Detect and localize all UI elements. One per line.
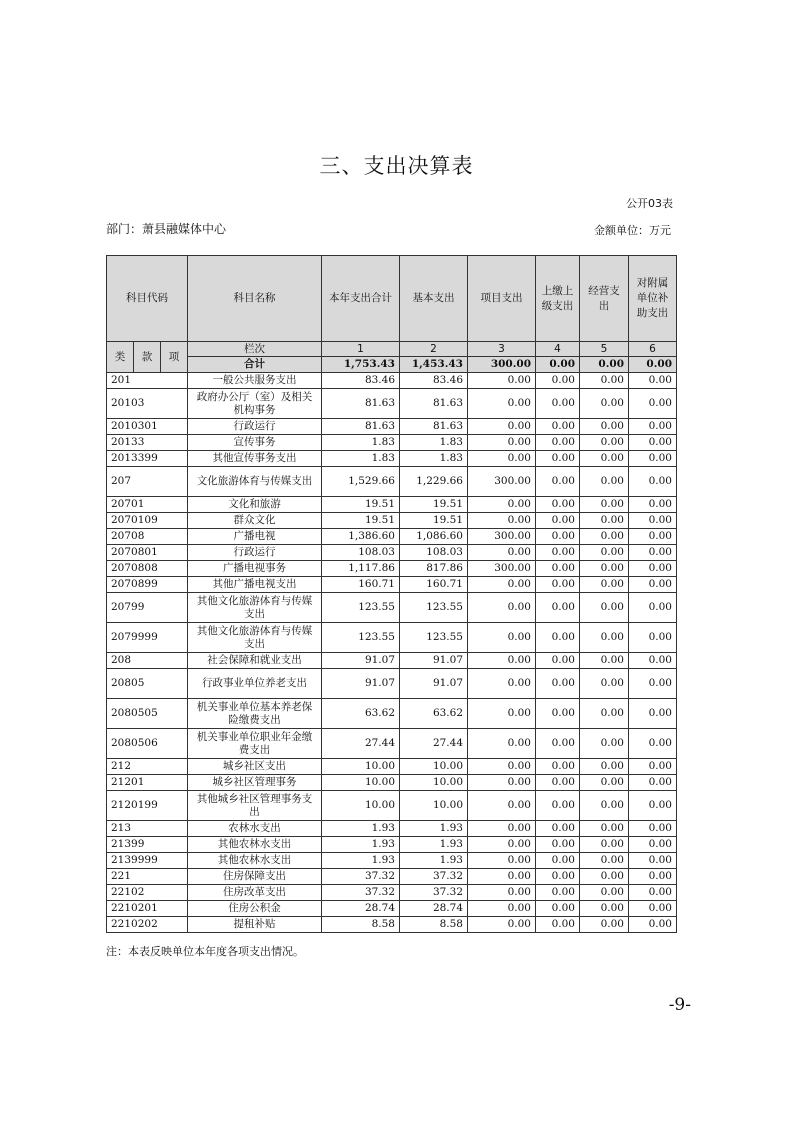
row-value: 0.00: [629, 885, 677, 901]
row-value: 0.00: [580, 917, 629, 933]
total-label: 合计: [188, 357, 322, 373]
row-value: 0.00: [536, 545, 580, 561]
column-number: 2: [400, 342, 468, 357]
table-row: [107, 529, 677, 545]
row-value: 8.58: [400, 917, 468, 933]
table-row: [107, 669, 677, 699]
row-value: 10.00: [400, 775, 468, 791]
total-value: 0.00: [629, 357, 677, 373]
table-row: [107, 917, 677, 933]
row-name: 其他农林水支出: [188, 837, 322, 853]
row-code: 2010301: [107, 419, 188, 435]
table-row: [107, 593, 677, 623]
row-value: 0.00: [629, 775, 677, 791]
row-name: 广播电视: [188, 529, 322, 545]
row-value: 0.00: [629, 467, 677, 497]
row-code: 2070808: [107, 561, 188, 577]
row-value: 160.71: [322, 577, 400, 593]
row-value: 1,386.60: [322, 529, 400, 545]
row-value: 0.00: [629, 821, 677, 837]
row-value: 1,086.60: [400, 529, 468, 545]
row-value: 0.00: [629, 901, 677, 917]
table-row: [107, 561, 677, 577]
row-value: 0.00: [580, 467, 629, 497]
row-code: 208: [107, 653, 188, 669]
header-total-expenditure: 本年支出合计: [322, 256, 400, 342]
row-value: 81.63: [400, 389, 468, 419]
row-value: 0.00: [580, 593, 629, 623]
row-value: 0.00: [468, 837, 536, 853]
row-value: 0.00: [629, 529, 677, 545]
row-value: 0.00: [468, 653, 536, 669]
row-value: 0.00: [580, 821, 629, 837]
row-value: 0.00: [580, 623, 629, 653]
row-value: 10.00: [400, 791, 468, 821]
row-value: 83.46: [322, 373, 400, 389]
row-value: 91.07: [322, 669, 400, 699]
header-subsidy-expenditure: 对附属单位补助支出: [629, 256, 677, 342]
table-row: [107, 467, 677, 497]
row-value: 0.00: [580, 529, 629, 545]
row-value: 0.00: [468, 869, 536, 885]
row-name: 其他广播电视支出: [188, 577, 322, 593]
row-name: 提租补贴: [188, 917, 322, 933]
row-value: 0.00: [536, 623, 580, 653]
row-value: 1.93: [400, 837, 468, 853]
total-value: 1,753.43: [322, 357, 400, 373]
row-code: 207: [107, 467, 188, 497]
row-value: 0.00: [580, 451, 629, 467]
row-value: 0.00: [536, 529, 580, 545]
row-value: 91.07: [400, 653, 468, 669]
row-value: 1.83: [322, 435, 400, 451]
row-value: 0.00: [536, 373, 580, 389]
row-value: 0.00: [629, 593, 677, 623]
row-value: 0.00: [580, 435, 629, 451]
row-name: 一般公共服务支出: [188, 373, 322, 389]
table-row: [107, 791, 677, 821]
column-number: 1: [322, 342, 400, 357]
row-code: 2210201: [107, 901, 188, 917]
table-row: [107, 545, 677, 561]
row-name: 城乡社区管理事务: [188, 775, 322, 791]
table-row: [107, 451, 677, 467]
row-code: 2070109: [107, 513, 188, 529]
row-value: 1.93: [400, 821, 468, 837]
row-value: 0.00: [536, 513, 580, 529]
row-value: 0.00: [629, 837, 677, 853]
row-value: 10.00: [400, 759, 468, 775]
row-value: 63.62: [322, 699, 400, 729]
row-value: 19.51: [400, 513, 468, 529]
row-value: 0.00: [580, 791, 629, 821]
table-row: [107, 775, 677, 791]
row-value: 0.00: [468, 451, 536, 467]
row-value: 0.00: [536, 497, 580, 513]
department-label: 部门：萧县融媒体中心: [106, 222, 227, 236]
row-value: 123.55: [322, 593, 400, 623]
row-value: 0.00: [536, 837, 580, 853]
row-value: 0.00: [629, 791, 677, 821]
row-value: 0.00: [468, 729, 536, 759]
row-value: 81.63: [322, 389, 400, 419]
header-lei: 类: [107, 342, 134, 373]
row-code: 201: [107, 373, 188, 389]
row-value: 0.00: [468, 435, 536, 451]
table-row: [107, 729, 677, 759]
row-value: 123.55: [400, 593, 468, 623]
row-code: 2139999: [107, 853, 188, 869]
row-value: 0.00: [536, 577, 580, 593]
row-value: 0.00: [468, 593, 536, 623]
row-name: 农林水支出: [188, 821, 322, 837]
table-row: [107, 435, 677, 451]
row-code: 2070801: [107, 545, 188, 561]
table-row: [107, 869, 677, 885]
row-value: 108.03: [322, 545, 400, 561]
row-name: 文化旅游体育与传媒支出: [188, 467, 322, 497]
row-value: 0.00: [629, 451, 677, 467]
row-name: 其他宣传事务支出: [188, 451, 322, 467]
row-value: 0.00: [629, 561, 677, 577]
total-value: 0.00: [580, 357, 629, 373]
column-number: 5: [580, 342, 629, 357]
row-value: 91.07: [322, 653, 400, 669]
row-value: 0.00: [468, 497, 536, 513]
row-value: 0.00: [580, 669, 629, 699]
row-value: 0.00: [580, 699, 629, 729]
row-value: 0.00: [536, 435, 580, 451]
row-value: 81.63: [400, 419, 468, 435]
row-value: 1,117.86: [322, 561, 400, 577]
row-value: 0.00: [629, 729, 677, 759]
row-name: 其他文化旅游体育与传媒支出: [188, 623, 322, 653]
total-row: [107, 357, 677, 373]
row-value: 0.00: [580, 885, 629, 901]
row-name: 住房公积金: [188, 901, 322, 917]
amount-unit-label: 金额单位：万元: [594, 224, 671, 237]
header-remit-expenditure: 上缴上级支出: [536, 256, 580, 342]
row-value: 817.86: [400, 561, 468, 577]
row-value: 0.00: [629, 389, 677, 419]
row-code: 22102: [107, 885, 188, 901]
column-number: 3: [468, 342, 536, 357]
row-value: 0.00: [468, 577, 536, 593]
column-number: 4: [536, 342, 580, 357]
row-code: 20805: [107, 669, 188, 699]
row-value: 0.00: [580, 545, 629, 561]
total-value: 1,453.43: [400, 357, 468, 373]
row-value: 0.00: [536, 775, 580, 791]
row-value: 0.00: [580, 901, 629, 917]
row-value: 0.00: [629, 917, 677, 933]
row-code: 2079999: [107, 623, 188, 653]
row-value: 28.74: [322, 901, 400, 917]
row-name: 其他文化旅游体育与传媒支出: [188, 593, 322, 623]
row-code: 2080506: [107, 729, 188, 759]
row-value: 0.00: [580, 577, 629, 593]
row-value: 0.00: [536, 699, 580, 729]
row-code: 212: [107, 759, 188, 775]
row-value: 0.00: [629, 513, 677, 529]
row-value: 83.46: [400, 373, 468, 389]
row-value: 0.00: [629, 623, 677, 653]
row-value: 1,229.66: [400, 467, 468, 497]
row-value: 0.00: [468, 545, 536, 561]
header-name: 科目名称: [188, 256, 322, 342]
row-value: 1.93: [322, 821, 400, 837]
total-value: 0.00: [536, 357, 580, 373]
row-value: 0.00: [536, 593, 580, 623]
row-value: 1,529.66: [322, 467, 400, 497]
row-value: 1.83: [400, 435, 468, 451]
row-code: 20701: [107, 497, 188, 513]
row-value: 0.00: [468, 373, 536, 389]
table-row: [107, 389, 677, 419]
row-name: 行政运行: [188, 545, 322, 561]
row-value: 0.00: [536, 729, 580, 759]
table-row: [107, 885, 677, 901]
header-basic-expenditure: 基本支出: [400, 256, 468, 342]
row-value: 0.00: [468, 885, 536, 901]
header-code: 科目代码: [107, 256, 188, 342]
row-value: 1.83: [322, 451, 400, 467]
row-code: 2070899: [107, 577, 188, 593]
row-value: 0.00: [629, 545, 677, 561]
table-row: [107, 699, 677, 729]
row-value: 63.62: [400, 699, 468, 729]
row-value: 0.00: [580, 373, 629, 389]
row-value: 19.51: [322, 497, 400, 513]
row-value: 0.00: [536, 791, 580, 821]
row-code: 2013399: [107, 451, 188, 467]
row-value: 0.00: [580, 729, 629, 759]
form-number: 公开03表: [626, 197, 673, 210]
row-name: 文化和旅游: [188, 497, 322, 513]
page-title: 三、支出决算表: [319, 154, 474, 178]
row-value: 300.00: [468, 561, 536, 577]
row-value: 0.00: [536, 561, 580, 577]
row-value: 0.00: [468, 917, 536, 933]
row-value: 0.00: [580, 513, 629, 529]
row-name: 宣传事务: [188, 435, 322, 451]
row-value: 27.44: [400, 729, 468, 759]
row-value: 0.00: [580, 775, 629, 791]
row-value: 0.00: [629, 577, 677, 593]
header-xiang: 项: [161, 342, 188, 373]
table-row: [107, 821, 677, 837]
row-name: 广播电视事务: [188, 561, 322, 577]
row-name: 住房保障支出: [188, 869, 322, 885]
row-value: 0.00: [468, 419, 536, 435]
row-value: 0.00: [468, 513, 536, 529]
row-value: 0.00: [468, 389, 536, 419]
header-kuan: 款: [134, 342, 161, 373]
row-value: 0.00: [468, 821, 536, 837]
row-value: 1.93: [322, 837, 400, 853]
row-code: 20103: [107, 389, 188, 419]
column-number: 6: [629, 342, 677, 357]
row-value: 27.44: [322, 729, 400, 759]
row-value: 37.32: [400, 869, 468, 885]
row-value: 19.51: [400, 497, 468, 513]
row-value: 0.00: [536, 669, 580, 699]
row-value: 0.00: [468, 775, 536, 791]
row-name: 机关事业单位基本养老保险缴费支出: [188, 699, 322, 729]
row-value: 0.00: [580, 419, 629, 435]
row-value: 0.00: [468, 623, 536, 653]
row-value: 0.00: [468, 791, 536, 821]
row-name: 住房改革支出: [188, 885, 322, 901]
row-value: 123.55: [400, 623, 468, 653]
row-code: 213: [107, 821, 188, 837]
row-value: 0.00: [629, 497, 677, 513]
row-value: 19.51: [322, 513, 400, 529]
row-value: 0.00: [580, 759, 629, 775]
row-value: 0.00: [629, 699, 677, 729]
row-value: 0.00: [580, 853, 629, 869]
row-value: 0.00: [536, 451, 580, 467]
row-code: 21201: [107, 775, 188, 791]
row-value: 0.00: [468, 669, 536, 699]
row-value: 300.00: [468, 529, 536, 545]
table-row: [107, 653, 677, 669]
row-value: 8.58: [322, 917, 400, 933]
row-value: 0.00: [629, 373, 677, 389]
row-value: 28.74: [400, 901, 468, 917]
total-value: 300.00: [468, 357, 536, 373]
header-operating-expenditure: 经营支出: [580, 256, 629, 342]
header-project-expenditure: 项目支出: [468, 256, 536, 342]
row-value: 0.00: [580, 389, 629, 419]
row-value: 10.00: [322, 791, 400, 821]
row-name: 行政运行: [188, 419, 322, 435]
table-row: [107, 419, 677, 435]
row-code: 2120199: [107, 791, 188, 821]
row-value: 1.83: [400, 451, 468, 467]
row-value: 10.00: [322, 759, 400, 775]
row-value: 1.93: [400, 853, 468, 869]
row-value: 0.00: [536, 869, 580, 885]
row-value: 1.93: [322, 853, 400, 869]
row-name: 机关事业单位职业年金缴费支出: [188, 729, 322, 759]
row-value: 0.00: [468, 901, 536, 917]
row-code: 221: [107, 869, 188, 885]
row-value: 37.32: [322, 885, 400, 901]
row-value: 160.71: [400, 577, 468, 593]
header-row: [107, 256, 677, 342]
row-value: 0.00: [536, 419, 580, 435]
row-value: 37.32: [322, 869, 400, 885]
row-value: 0.00: [536, 759, 580, 775]
row-code: 20799: [107, 593, 188, 623]
row-value: 91.07: [400, 669, 468, 699]
row-value: 0.00: [580, 561, 629, 577]
column-number-row: [107, 342, 677, 357]
row-value: 81.63: [322, 419, 400, 435]
row-value: 0.00: [629, 869, 677, 885]
row-value: 0.00: [536, 917, 580, 933]
row-value: 0.00: [629, 419, 677, 435]
row-value: 0.00: [580, 653, 629, 669]
row-value: 10.00: [322, 775, 400, 791]
row-code: 20708: [107, 529, 188, 545]
row-value: 0.00: [468, 699, 536, 729]
row-value: 300.00: [468, 467, 536, 497]
row-value: 0.00: [580, 497, 629, 513]
row-name: 社会保障和就业支出: [188, 653, 322, 669]
row-value: 0.00: [536, 389, 580, 419]
row-value: 0.00: [468, 759, 536, 775]
table-row: [107, 837, 677, 853]
row-name: 群众文化: [188, 513, 322, 529]
row-code: 2210202: [107, 917, 188, 933]
table-note: 注：本表反映单位本年度各项支出情况。: [106, 945, 304, 958]
row-value: 0.00: [536, 467, 580, 497]
row-value: 0.00: [536, 885, 580, 901]
page-number: -9-: [668, 995, 691, 1015]
row-name: 城乡社区支出: [188, 759, 322, 775]
row-value: 0.00: [536, 901, 580, 917]
expenditure-table: [106, 255, 677, 933]
row-name: 政府办公厅（室）及相关机构事务: [188, 389, 322, 419]
row-value: 0.00: [629, 653, 677, 669]
row-value: 0.00: [536, 653, 580, 669]
row-code: 21399: [107, 837, 188, 853]
row-value: 0.00: [536, 853, 580, 869]
table-row: [107, 623, 677, 653]
table-row: [107, 759, 677, 775]
row-value: 0.00: [629, 853, 677, 869]
row-name: 行政事业单位养老支出: [188, 669, 322, 699]
row-value: 0.00: [536, 821, 580, 837]
table-row: [107, 497, 677, 513]
header-lanci: 栏次: [188, 342, 322, 357]
row-value: 0.00: [629, 759, 677, 775]
row-name: 其他农林水支出: [188, 853, 322, 869]
row-code: 2080505: [107, 699, 188, 729]
row-code: 20133: [107, 435, 188, 451]
table-row: [107, 901, 677, 917]
row-value: 0.00: [468, 853, 536, 869]
row-value: 108.03: [400, 545, 468, 561]
row-value: 0.00: [580, 869, 629, 885]
row-name: 其他城乡社区管理事务支出: [188, 791, 322, 821]
row-value: 0.00: [629, 669, 677, 699]
row-value: 123.55: [322, 623, 400, 653]
table-row: [107, 853, 677, 869]
row-value: 37.32: [400, 885, 468, 901]
table-row: [107, 577, 677, 593]
row-value: 0.00: [580, 837, 629, 853]
table-row: [107, 513, 677, 529]
row-value: 0.00: [629, 435, 677, 451]
table-row: [107, 373, 677, 389]
